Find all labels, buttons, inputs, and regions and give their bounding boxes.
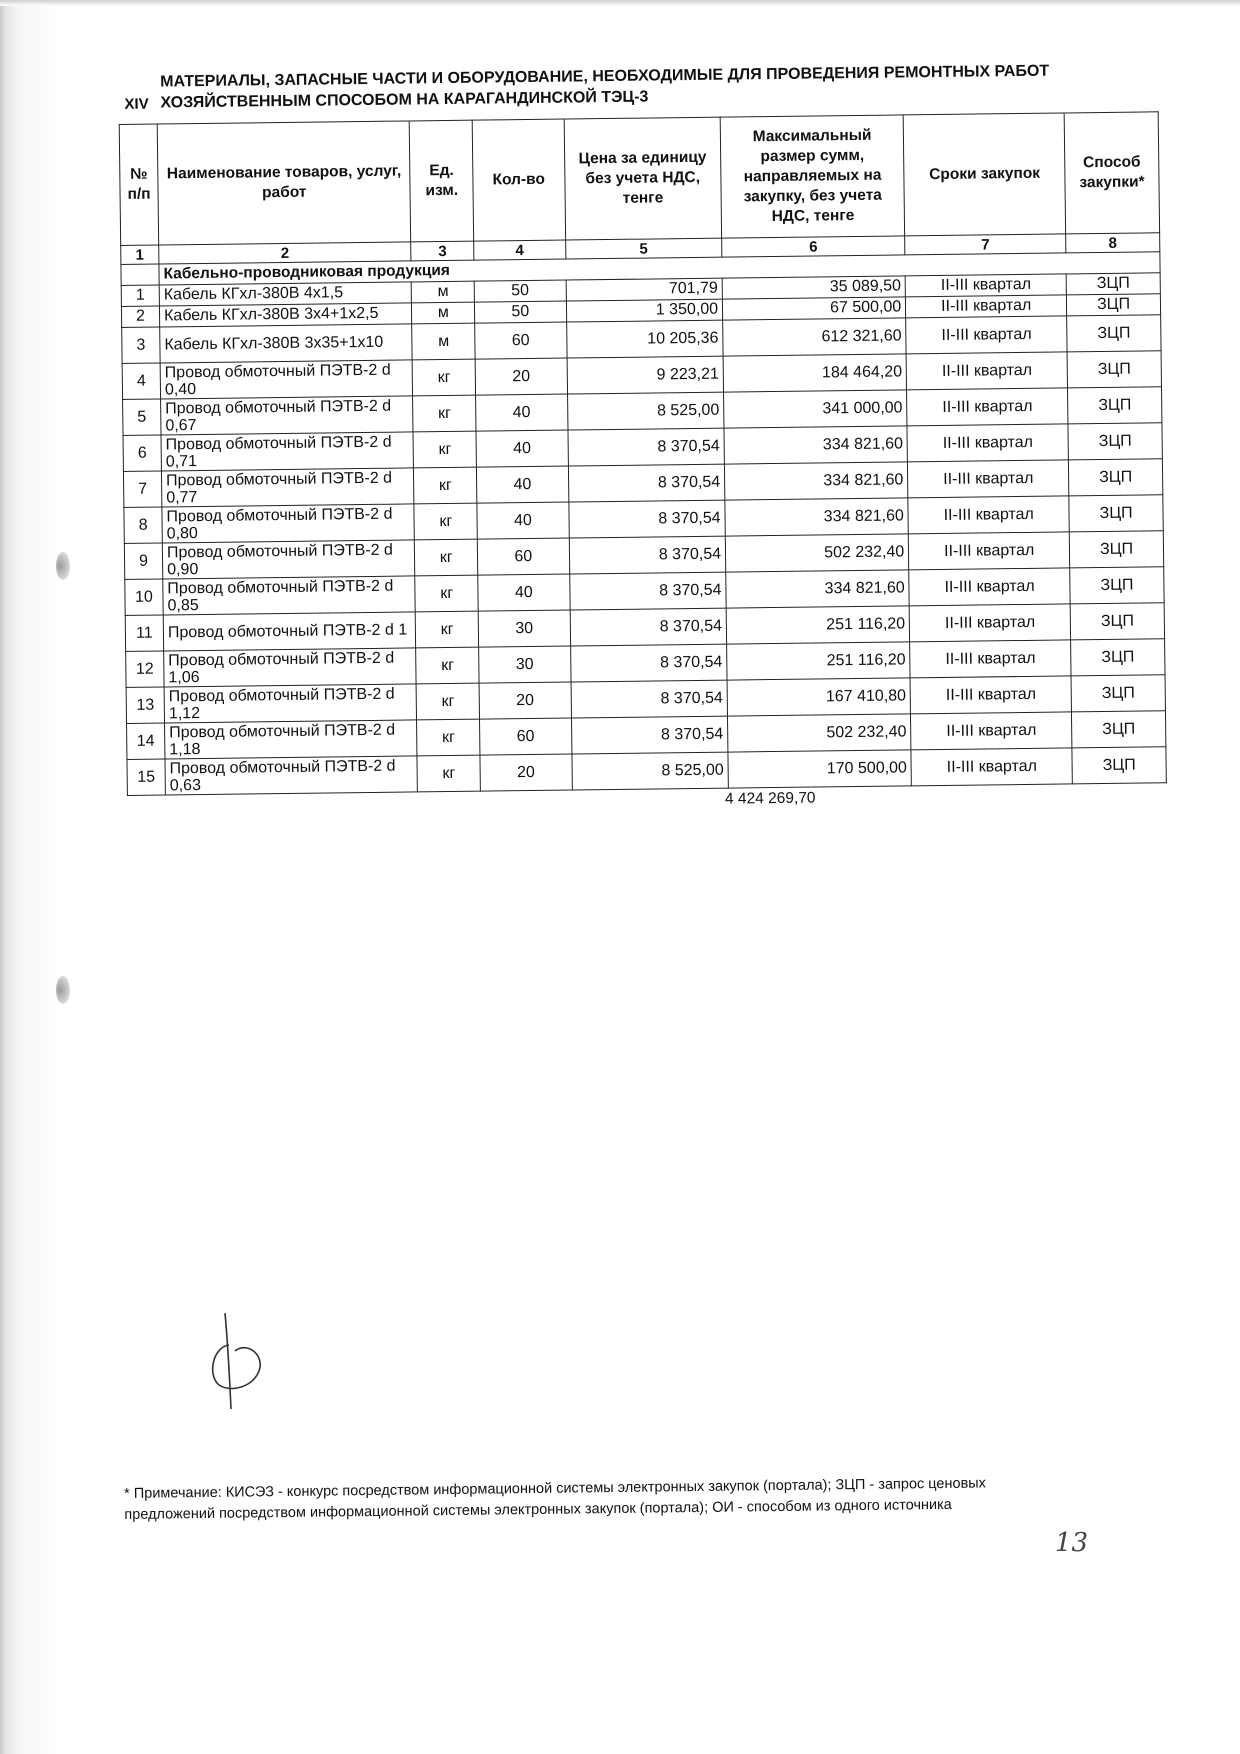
row-number: 2 [121, 306, 159, 327]
item-method: ЗЦП [1069, 531, 1163, 568]
punch-hole [56, 976, 70, 1004]
item-quantity: 40 [476, 466, 568, 503]
item-unit-price: 1 350,00 [566, 299, 723, 322]
item-unit-price: 9 223,21 [567, 356, 724, 394]
item-quantity: 60 [477, 538, 569, 575]
item-unit-price: 8 370,54 [570, 608, 727, 646]
item-name: Провод обмоточный ПЭТВ-2 d 0,63 [165, 756, 418, 795]
item-unit: кг [413, 395, 476, 432]
item-name: Провод обмоточный ПЭТВ-2 d 1,12 [164, 684, 417, 723]
item-method: ЗЦП [1069, 459, 1163, 496]
header-cell: Максимальный размер сумм, направляемых на закупку, без учета НДС, тенге [720, 115, 905, 238]
column-number: 5 [565, 238, 722, 259]
category-label: Кабельно-проводниковая продукция [159, 252, 1160, 285]
item-max-amount: 170 500,00 [728, 750, 912, 788]
row-number: 13 [126, 687, 164, 723]
document-body [118, 53, 1167, 816]
item-period: II-III квартал [910, 676, 1071, 714]
column-number: 4 [474, 240, 566, 260]
row-number: 11 [125, 615, 163, 651]
item-unit-price: 701,79 [566, 278, 723, 301]
item-max-amount: 35 089,50 [722, 276, 905, 299]
item-method: ЗЦП [1067, 315, 1161, 352]
item-method: ЗЦП [1072, 747, 1166, 784]
item-period: II-III квартал [911, 748, 1072, 786]
item-method: ЗЦП [1067, 294, 1161, 316]
item-unit: м [412, 302, 475, 324]
item-unit-price: 8 370,54 [569, 572, 726, 610]
item-unit-price: 10 205,36 [566, 320, 723, 358]
item-period: II-III квартал [906, 352, 1067, 390]
item-unit: кг [416, 611, 479, 648]
item-quantity: 30 [479, 646, 571, 683]
item-name: Провод обмоточный ПЭТВ-2 d 1 [163, 612, 416, 651]
scan-page-edge [0, 0, 62, 1754]
item-period: II-III квартал [910, 640, 1071, 678]
item-quantity: 20 [479, 682, 571, 719]
row-number: 15 [127, 759, 165, 795]
page-number: 13 [1055, 1528, 1089, 1558]
item-unit: кг [413, 359, 476, 396]
header-cell: Способ закупки* [1064, 112, 1159, 234]
item-method: ЗЦП [1070, 567, 1164, 604]
column-number: 1 [121, 245, 159, 264]
column-number: 3 [411, 241, 474, 261]
item-name: Провод обмоточный ПЭТВ-2 d 0,40 [160, 360, 413, 399]
item-quantity: 60 [480, 718, 572, 755]
item-unit: кг [415, 575, 478, 612]
row-number: 1 [121, 285, 159, 306]
item-max-amount: 251 116,20 [727, 642, 911, 680]
item-unit: кг [413, 431, 476, 468]
handwritten-signature [205, 1305, 275, 1415]
row-number: 5 [123, 399, 161, 435]
header-cell: Цена за единицу без учета НДС, тенге [564, 117, 722, 240]
item-method: ЗЦП [1068, 387, 1162, 424]
item-name: Кабель КГхл-380В 3х4+1х2,5 [159, 303, 412, 327]
item-period: II-III квартал [911, 712, 1072, 750]
header-cell: Сроки закупок [903, 113, 1065, 236]
item-unit-price: 8 370,54 [571, 716, 728, 754]
item-period: II-III квартал [905, 274, 1066, 297]
category-spacer [121, 264, 159, 285]
row-number: 14 [127, 723, 165, 759]
item-period: II-III квартал [909, 568, 1070, 606]
item-max-amount: 612 321,60 [723, 318, 907, 356]
document-title: МАТЕРИАЛЫ, ЗАПАСНЫЕ ЧАСТИ И ОБОРУДОВАНИЕ, НЕОБХОДИМЫЕ ДЛЯ ПРОВЕДЕНИЯ РЕМОНТНЫХ РАБОТ ХОЗЯЙСТВЕННЫМ СПОСОБОМ НА КАРАГАНДИНСКОЙ ТЭЦ-3 [160, 62, 1050, 112]
item-name: Провод обмоточный ПЭТВ-2 d 0,67 [161, 396, 414, 435]
item-unit-price: 8 370,54 [569, 536, 726, 574]
item-max-amount: 334 821,60 [725, 498, 909, 536]
item-period: II-III квартал [907, 388, 1068, 426]
item-unit-price: 8 370,54 [568, 464, 725, 502]
item-method: ЗЦП [1071, 675, 1165, 712]
table-header-row [119, 112, 1159, 246]
item-unit: кг [417, 755, 480, 792]
item-max-amount: 251 116,20 [726, 606, 910, 644]
item-max-amount: 334 821,60 [724, 462, 908, 500]
item-max-amount: 502 232,40 [728, 714, 912, 752]
scan-page-top-edge [0, 0, 1240, 6]
item-name: Провод обмоточный ПЭТВ-2 d 0,71 [161, 432, 414, 471]
row-number: 6 [123, 435, 161, 471]
item-unit-price: 8 370,54 [571, 680, 728, 718]
item-period: II-III квартал [909, 604, 1070, 642]
footnote: * Примечание: КИСЭЗ - конкурс посредством информационной системы электронных закупок (портала); ЗЦП - запрос ценовых предложений посредством информационной системы электронных закупок (портала); ОИ - способом из одного источника [124, 1475, 986, 1523]
item-unit-price: 8 370,54 [569, 500, 726, 538]
item-method: ЗЦП [1069, 495, 1163, 532]
column-number: 7 [905, 234, 1066, 255]
item-name: Провод обмоточный ПЭТВ-2 d 0,85 [163, 576, 416, 615]
row-number: 4 [122, 363, 160, 399]
column-number: 8 [1066, 233, 1160, 253]
item-name: Провод обмоточный ПЭТВ-2 d 0,80 [162, 504, 415, 543]
item-quantity: 30 [478, 610, 570, 647]
item-max-amount: 334 821,60 [726, 570, 910, 608]
row-number: 3 [122, 327, 160, 363]
item-name: Кабель КГхл-380В 3х35+1х10 [160, 324, 413, 363]
grand-total: 4 424 269,70 [724, 789, 816, 808]
row-number: 12 [126, 651, 164, 687]
item-method: ЗЦП [1067, 351, 1161, 388]
column-number: 2 [159, 242, 412, 264]
item-method: ЗЦП [1066, 273, 1160, 295]
item-quantity: 20 [475, 358, 567, 395]
item-method: ЗЦП [1072, 711, 1166, 748]
procurement-table [119, 111, 1167, 796]
row-number: 10 [125, 579, 163, 615]
item-period: II-III квартал [908, 496, 1069, 534]
item-period: II-III квартал [906, 295, 1067, 318]
item-quantity: 40 [476, 394, 568, 431]
item-unit-price: 8 370,54 [568, 428, 725, 466]
item-unit: кг [417, 683, 480, 720]
item-method: ЗЦП [1068, 423, 1162, 460]
item-period: II-III квартал [907, 424, 1068, 462]
item-period: II-III квартал [908, 460, 1069, 498]
item-max-amount: 341 000,00 [724, 390, 908, 428]
item-name: Провод обмоточный ПЭТВ-2 d 0,77 [161, 468, 414, 507]
item-quantity: 20 [480, 754, 572, 791]
item-unit: кг [417, 719, 480, 756]
header-cell: Ед. изм. [410, 120, 474, 242]
header-cell: № п/п [119, 124, 158, 245]
row-number: 8 [124, 507, 162, 543]
item-period: II-III квартал [909, 532, 1070, 570]
row-number: 7 [123, 471, 161, 507]
item-method: ЗЦП [1070, 603, 1164, 640]
item-name: Кабель КГхл-380В 4х1,5 [159, 282, 412, 306]
item-max-amount: 67 500,00 [722, 297, 905, 320]
item-quantity: 40 [476, 430, 568, 467]
header-cell: Кол-во [472, 119, 565, 241]
item-unit: кг [414, 467, 477, 504]
item-unit-price: 8 370,54 [570, 644, 727, 682]
item-unit-price: 8 525,00 [572, 752, 729, 790]
item-method: ЗЦП [1071, 639, 1165, 676]
header-cell: Наименование товаров, услуг, работ [157, 121, 411, 245]
item-quantity: 60 [475, 322, 567, 359]
punch-hole [56, 552, 70, 580]
column-number: 6 [722, 236, 905, 257]
item-max-amount: 502 232,40 [725, 534, 909, 572]
item-period: II-III квартал [906, 316, 1067, 354]
item-unit: кг [416, 647, 479, 684]
item-quantity: 40 [478, 574, 570, 611]
item-unit: м [412, 323, 475, 360]
item-max-amount: 167 410,80 [727, 678, 911, 716]
item-name: Провод обмоточный ПЭТВ-2 d 0,90 [162, 540, 415, 579]
item-quantity: 50 [474, 301, 566, 323]
item-max-amount: 184 464,20 [723, 354, 907, 392]
item-max-amount: 334 821,60 [724, 426, 908, 464]
item-unit: кг [415, 539, 478, 576]
item-unit: м [412, 281, 475, 303]
item-name: Провод обмоточный ПЭТВ-2 d 1,06 [164, 648, 417, 687]
item-unit-price: 8 525,00 [567, 392, 724, 430]
row-number: 9 [124, 543, 162, 579]
item-quantity: 40 [477, 502, 569, 539]
section-number: XIV [124, 95, 149, 113]
item-unit: кг [414, 503, 477, 540]
item-name: Провод обмоточный ПЭТВ-2 d 1,18 [165, 720, 418, 759]
item-quantity: 50 [474, 280, 566, 302]
